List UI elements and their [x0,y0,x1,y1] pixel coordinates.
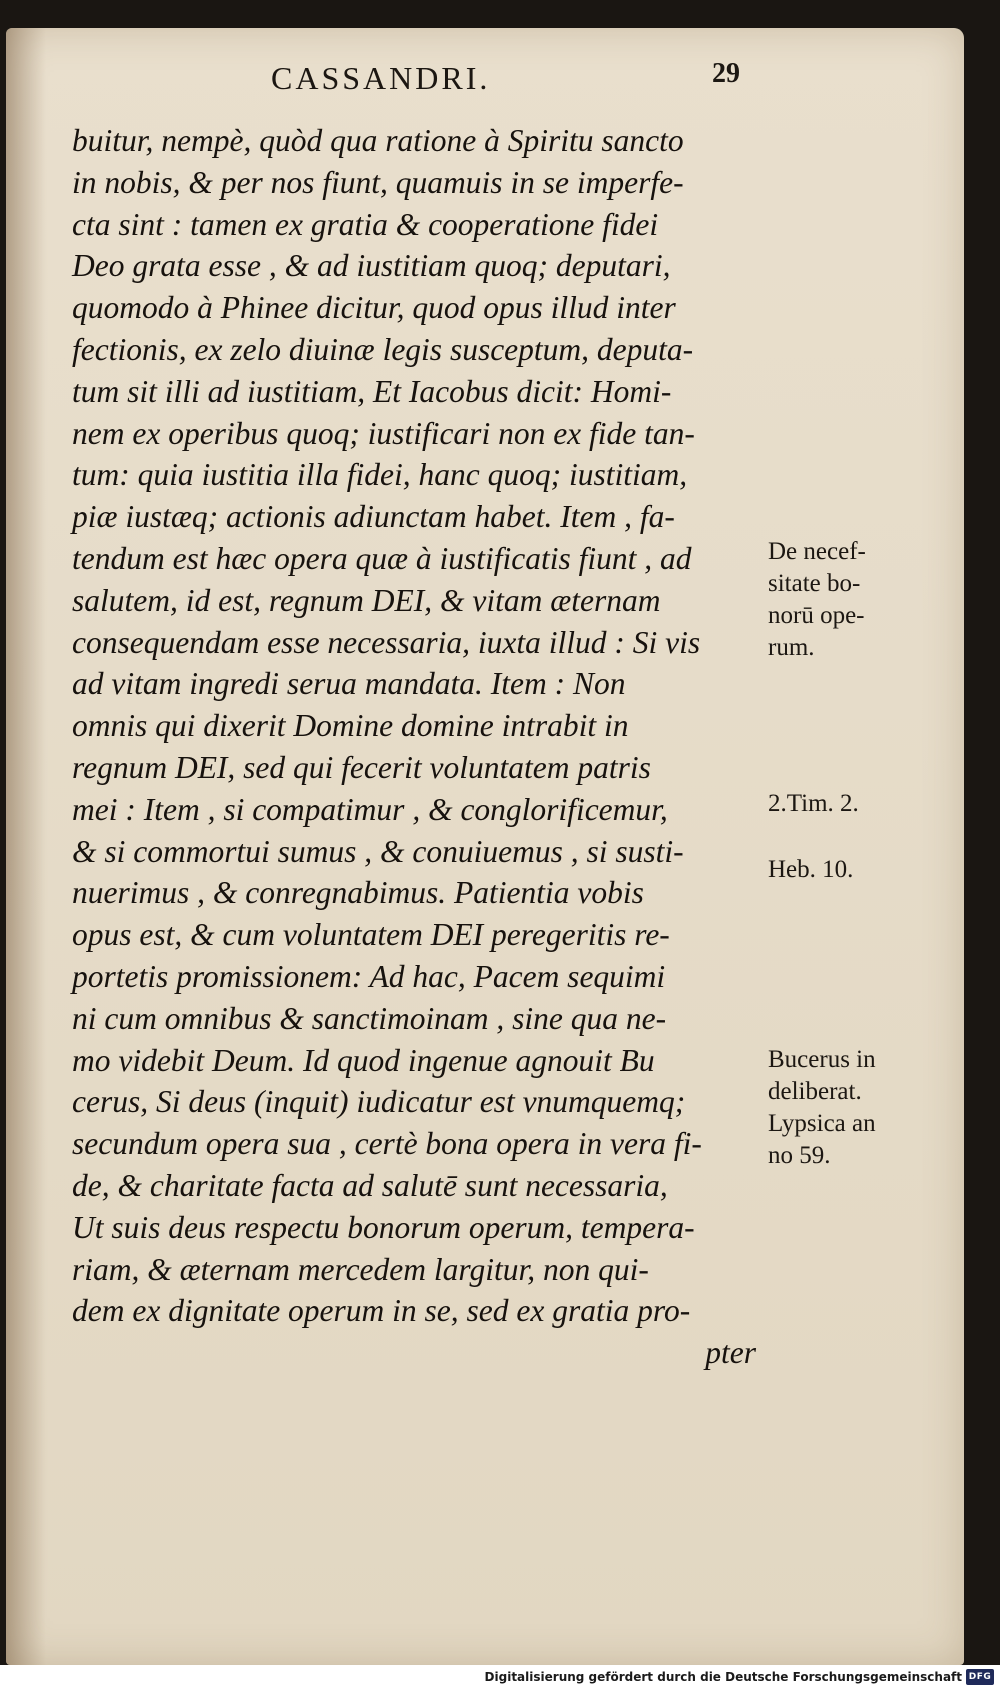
margin-note-timothy [768,788,859,820]
text-line: tendum est hæc opera quæ à iustificatis fiunt , ad [72,540,692,576]
margin-note-line: Heb. 10. [768,856,854,883]
body-text [72,120,772,1374]
page-number: 29 [712,58,740,89]
text-line: de, & charitate facta ad salutē sunt necessaria, [72,1167,668,1203]
text-line: mo videbit Deum. Id quod ingenue agnouit Bu [72,1042,655,1078]
text-line: fectionis, ex zelo diuinæ legis susceptum, deputa- [72,331,694,367]
margin-note-hebrews [768,854,853,886]
text-line: mei : Item , si compatimur , & conglorificemur, [72,791,668,827]
margin-note-line: Lypsica an [768,1110,876,1137]
running-head: CASSANDRI. [271,60,491,96]
text-line: regnum DEI, sed qui fecerit voluntatem patris [72,749,651,785]
margin-note-line: De necef- [768,538,866,565]
text-line: nem ex operibus quoq; iustificari non ex fide tan- [72,415,695,451]
funding-notice: Digitalisierung gefördert durch die Deutsche Forschungsgemeinschaft [484,1670,962,1684]
text-line: portetis promissionem: Ad hac, Pacem sequimi [72,958,666,994]
page-header [6,60,964,110]
text-line: salutem, id est, regnum DEI, & vitam æternam [72,582,661,618]
digitization-footer [0,1665,1000,1691]
text-line: riam, & æternam mercedem largitur, non qui- [72,1251,649,1287]
margin-note-line: Bucerus in [768,1046,876,1073]
margin-note-line: 2.Tim. 2. [768,790,859,817]
text-line: Deo grata esse , & ad iustitiam quoq; deputari, [72,248,671,284]
text-line: ad vitam ingredi serua mandata. Item : Non [72,666,626,702]
margin-note-line: sitate bo- [768,570,861,597]
text-line: & si commortui sumus , & conuiuemus , si susti- [72,833,684,869]
margin-note-line: norū ope- [768,602,865,629]
margin-note-line: deliberat. [768,1078,862,1105]
margin-note-line: rum. [768,634,815,661]
text-line: opus est, & cum voluntatem DEI peregeritis re- [72,917,670,953]
text-line: omnis qui dixerit Domine domine intrabit in [72,708,629,744]
text-line: buitur, nempè, quòd qua ratione à Spiritu sancto [72,123,684,158]
text-line: nuerimus , & conregnabimus. Patientia vobis [72,875,644,911]
margin-note-necessitate [768,536,866,664]
book-page [6,28,964,1665]
text-line: cerus, Si deus (inquit) iudicatur est vnumquemq; [72,1084,686,1120]
text-line: pter [705,1335,756,1371]
text-line: quomodo à Phinee dicitur, quod opus illud inter [72,290,676,326]
text-line: ni cum omnibus & sanctimoinam , sine qua ne- [72,1000,667,1036]
text-line: tum: quia iustitia illa fidei, hanc quoq; iustitiam, [72,457,688,493]
text-line: secundum opera sua , certè bona opera in vera fi- [72,1126,702,1162]
margin-note-line: no 59. [768,1142,831,1169]
text-line: consequendam esse necessaria, iuxta illud : Si vis [72,624,701,660]
margin-note-bucerus [768,1044,876,1172]
text-line: cta sint : tamen ex gratia & cooperatione fidei [72,206,659,242]
text-line: in nobis, & per nos fiunt, quamuis in se imperfe- [72,164,684,200]
text-line: piæ iustæq; actionis adiunctam habet. Item , fa- [72,499,675,535]
text-line: dem ex dignitate operum in se, sed ex gratia pro- [72,1293,691,1329]
text-line: tum sit illi ad iustitiam, Et Iacobus dicit: Homi- [72,373,672,409]
text-line: Ut suis deus respectu bonorum operum, tempera- [72,1209,695,1245]
dfg-logo-icon: DFG [966,1669,994,1685]
